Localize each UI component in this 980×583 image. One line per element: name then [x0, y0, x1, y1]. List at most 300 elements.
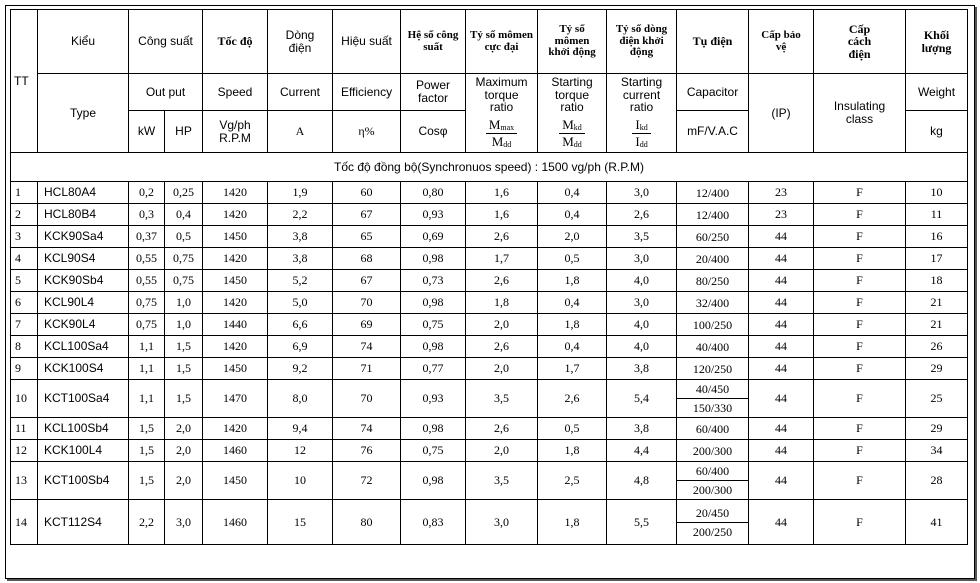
starting-torque-ratio-label: Starting torque ratio	[551, 75, 593, 115]
row-cos: 0,80	[401, 182, 466, 204]
row-insulation: F	[814, 314, 906, 336]
table-row	[11, 204, 968, 226]
capacitor-value: 12/400	[695, 185, 730, 200]
header-ty-so-dong-dien-khoi-dong	[607, 10, 677, 74]
row-efficiency: 70	[333, 292, 401, 314]
row-speed: 1420	[203, 204, 268, 226]
row-speed: 1420	[203, 248, 268, 270]
row-type: KCL90S4	[38, 248, 129, 270]
row-max-torque: 3,5	[466, 380, 538, 418]
starting-current-ratio-label: Starting current ratio	[620, 75, 663, 115]
row-cos: 0,77	[401, 358, 466, 380]
row-speed: 1420	[203, 336, 268, 358]
row-kw: 0,55	[129, 248, 165, 270]
starting-torque-num-symbol: M	[562, 116, 574, 132]
row-speed: 1420	[203, 418, 268, 440]
row-start-current: 3,0	[607, 182, 677, 204]
row-ip: 23	[749, 204, 814, 226]
starting-current-den-symbol: I	[635, 134, 640, 150]
row-speed: 1460	[203, 500, 268, 545]
starting-current-formula	[632, 118, 650, 150]
row-start-current: 4,8	[607, 462, 677, 500]
row-tt: 11	[11, 418, 38, 440]
row-speed: 1420	[203, 292, 268, 314]
row-kw: 1,5	[129, 462, 165, 500]
row-ip: 44	[749, 314, 814, 336]
capacitor-value: 40/400	[695, 339, 730, 354]
row-current: 10	[268, 462, 333, 500]
row-ip: 44	[749, 248, 814, 270]
header-he-so-cong-suat	[401, 10, 466, 74]
row-tt: 14	[11, 500, 38, 545]
row-tt: 12	[11, 440, 38, 462]
row-type: HCL80B4	[38, 204, 129, 226]
row-kw: 1,1	[129, 358, 165, 380]
row-hp: 3,0	[165, 500, 203, 545]
header-ty-so-dong-dien-khoi-dong-text: Tỷ số dòng điện khởi động	[615, 23, 668, 59]
row-weight: 28	[906, 462, 968, 500]
row-tt: 2	[11, 204, 38, 226]
motor-spec-table	[10, 9, 968, 545]
row-kw: 0,3	[129, 204, 165, 226]
unit-capacitor: mF/V.A.C	[677, 111, 749, 153]
row-speed: 1450	[203, 462, 268, 500]
table-row	[11, 462, 968, 500]
row-max-torque: 1,6	[466, 182, 538, 204]
row-start-torque: 2,0	[538, 226, 607, 248]
row-capacitor	[677, 182, 749, 204]
row-hp: 1,0	[165, 292, 203, 314]
row-ip: 44	[749, 270, 814, 292]
starting-current-numerator	[632, 118, 650, 134]
row-insulation: F	[814, 270, 906, 292]
row-max-torque: 2,6	[466, 418, 538, 440]
row-start-current: 3,5	[607, 226, 677, 248]
starting-current-denominator	[632, 134, 650, 149]
header-current: Current	[268, 74, 333, 111]
unit-kw: kW	[129, 111, 165, 153]
max-torque-denominator	[486, 134, 517, 149]
capacitor-value: 40/450	[677, 380, 748, 399]
header-speed: Speed	[203, 74, 268, 111]
header-insulating-class: Insulating class	[814, 74, 906, 153]
row-start-torque: 0,4	[538, 336, 607, 358]
row-current: 2,2	[268, 204, 333, 226]
row-weight: 29	[906, 358, 968, 380]
row-ip: 44	[749, 418, 814, 440]
capacitor-value: 200/300	[692, 483, 733, 497]
row-speed: 1450	[203, 358, 268, 380]
row-efficiency: 68	[333, 248, 401, 270]
row-capacitor	[677, 248, 749, 270]
capacitor-value: 100/250	[692, 317, 733, 332]
row-kw: 1,5	[129, 440, 165, 462]
row-start-current: 4,0	[607, 336, 677, 358]
row-start-current: 2,6	[607, 204, 677, 226]
table-row	[11, 314, 968, 336]
unit-hp: HP	[165, 111, 203, 153]
row-start-torque: 1,8	[538, 440, 607, 462]
row-start-torque: 0,4	[538, 204, 607, 226]
row-current: 15	[268, 500, 333, 545]
row-capacitor	[677, 462, 749, 500]
row-start-torque: 1,7	[538, 358, 607, 380]
row-cos: 0,98	[401, 418, 466, 440]
row-efficiency: 72	[333, 462, 401, 500]
row-weight: 21	[906, 314, 968, 336]
table-row	[11, 358, 968, 380]
capacitor-value: 20/450	[677, 504, 748, 523]
row-kw: 0,75	[129, 314, 165, 336]
row-type: KCK100S4	[38, 358, 129, 380]
row-kw: 1,5	[129, 418, 165, 440]
header-ty-so-momen-khoi-dong	[538, 10, 607, 74]
starting-current-den-subscript: dd	[639, 140, 648, 150]
row-capacitor	[677, 270, 749, 292]
row-cos: 0,98	[401, 292, 466, 314]
row-insulation: F	[814, 440, 906, 462]
row-weight: 34	[906, 440, 968, 462]
header-capacitor: Capacitor	[677, 74, 749, 111]
row-start-torque: 1,8	[538, 270, 607, 292]
row-kw: 1,1	[129, 380, 165, 418]
row-type: KCK90L4	[38, 314, 129, 336]
header-ty-so-momen-khoi-dong-text: Tỷ số mômen khởi động	[548, 23, 596, 59]
row-type: KCT112S4	[38, 500, 129, 545]
row-current: 1,9	[268, 182, 333, 204]
row-type: KCL100Sb4	[38, 418, 129, 440]
header-ty-so-momen-cuc-dai	[466, 10, 538, 74]
row-speed: 1420	[203, 182, 268, 204]
row-hp: 1,5	[165, 380, 203, 418]
row-weight: 11	[906, 204, 968, 226]
row-hp: 0,75	[165, 248, 203, 270]
row-tt: 5	[11, 270, 38, 292]
row-insulation: F	[814, 292, 906, 314]
unit-efficiency: η%	[333, 111, 401, 153]
row-ip: 44	[749, 440, 814, 462]
row-speed: 1440	[203, 314, 268, 336]
row-capacitor	[677, 358, 749, 380]
row-speed: 1450	[203, 270, 268, 292]
row-tt: 13	[11, 462, 38, 500]
row-hp: 1,5	[165, 336, 203, 358]
max-torque-numerator	[486, 118, 517, 134]
row-cos: 0,93	[401, 204, 466, 226]
section-title: Tốc độ đồng bộ(Synchronuos speed) : 1500 vg/ph (R.P.M)	[11, 153, 968, 182]
row-tt: 3	[11, 226, 38, 248]
max-torque-num-symbol: M	[488, 116, 501, 132]
row-max-torque: 2,6	[466, 270, 538, 292]
row-weight: 16	[906, 226, 968, 248]
table-row	[11, 248, 968, 270]
table-row	[11, 226, 968, 248]
row-capacitor	[677, 336, 749, 358]
row-capacitor	[677, 314, 749, 336]
row-max-torque: 2,0	[466, 440, 538, 462]
row-capacitor	[677, 418, 749, 440]
row-capacitor	[677, 380, 749, 418]
table-row	[11, 500, 968, 545]
row-tt: 4	[11, 248, 38, 270]
row-tt: 8	[11, 336, 38, 358]
row-start-current: 4,0	[607, 270, 677, 292]
row-efficiency: 74	[333, 418, 401, 440]
header-cap-bao-ve: Cấp bảo vệ	[749, 10, 814, 74]
header-starting-torque-ratio	[538, 74, 607, 153]
row-ip: 44	[749, 462, 814, 500]
row-efficiency: 60	[333, 182, 401, 204]
row-max-torque: 3,0	[466, 500, 538, 545]
row-kw: 1,1	[129, 336, 165, 358]
header-efficiency: Efficiency	[333, 74, 401, 111]
starting-torque-den-symbol: M	[562, 134, 574, 150]
row-current: 8,0	[268, 380, 333, 418]
row-hp: 2,0	[165, 418, 203, 440]
starting-torque-formula	[559, 118, 585, 150]
row-cos: 0,75	[401, 440, 466, 462]
row-weight: 10	[906, 182, 968, 204]
row-start-torque: 2,6	[538, 380, 607, 418]
row-kw: 0,55	[129, 270, 165, 292]
row-current: 3,8	[268, 248, 333, 270]
max-torque-num-subscript: max	[500, 122, 515, 132]
row-hp: 2,0	[165, 462, 203, 500]
row-tt: 9	[11, 358, 38, 380]
table-row	[11, 418, 968, 440]
row-start-current: 5,4	[607, 380, 677, 418]
row-type: KCK90Sa4	[38, 226, 129, 248]
row-weight: 41	[906, 500, 968, 545]
row-efficiency: 71	[333, 358, 401, 380]
header-output: Out put	[129, 74, 203, 111]
row-weight: 29	[906, 418, 968, 440]
row-type: KCK100L4	[38, 440, 129, 462]
row-current: 12	[268, 440, 333, 462]
row-current: 5,0	[268, 292, 333, 314]
row-current: 6,6	[268, 314, 333, 336]
row-start-torque: 0,5	[538, 418, 607, 440]
table-row	[11, 292, 968, 314]
header-tu-dien: Tụ điện	[677, 10, 749, 74]
row-current: 6,9	[268, 336, 333, 358]
capacitor-value: 150/330	[692, 401, 733, 415]
header-starting-current-ratio	[607, 74, 677, 153]
row-hp: 2,0	[165, 440, 203, 462]
header-cong-suat: Công suất	[129, 10, 203, 74]
row-current: 3,8	[268, 226, 333, 248]
row-hp: 0,4	[165, 204, 203, 226]
row-insulation: F	[814, 500, 906, 545]
row-ip: 44	[749, 380, 814, 418]
starting-torque-numerator	[559, 118, 585, 134]
header-toc-do: Tốc độ	[203, 10, 268, 74]
row-start-current: 3,8	[607, 358, 677, 380]
table-row	[11, 336, 968, 358]
row-speed: 1450	[203, 226, 268, 248]
row-current: 9,2	[268, 358, 333, 380]
row-cos: 0,93	[401, 380, 466, 418]
row-max-torque: 3,5	[466, 462, 538, 500]
starting-current-num-symbol: I	[635, 116, 640, 132]
row-start-torque: 0,5	[538, 248, 607, 270]
row-tt: 6	[11, 292, 38, 314]
row-capacitor	[677, 292, 749, 314]
table-row	[11, 380, 968, 418]
row-insulation: F	[814, 226, 906, 248]
row-efficiency: 80	[333, 500, 401, 545]
row-max-torque: 2,0	[466, 358, 538, 380]
max-torque-den-symbol: M	[491, 134, 504, 150]
row-type: KCK90Sb4	[38, 270, 129, 292]
row-start-current: 3,8	[607, 418, 677, 440]
row-weight: 26	[906, 336, 968, 358]
row-weight: 25	[906, 380, 968, 418]
row-hp: 0,75	[165, 270, 203, 292]
row-current: 9,4	[268, 418, 333, 440]
capacitor-value: 32/400	[695, 295, 730, 310]
row-start-current: 3,0	[607, 248, 677, 270]
row-capacitor	[677, 500, 749, 545]
row-kw: 2,2	[129, 500, 165, 545]
header-dong-dien: Dòng điện	[268, 10, 333, 74]
row-insulation: F	[814, 204, 906, 226]
row-start-torque: 1,8	[538, 314, 607, 336]
row-cos: 0,75	[401, 314, 466, 336]
row-start-current: 5,5	[607, 500, 677, 545]
max-torque-ratio-label: Maximum torque ratio	[475, 75, 528, 115]
starting-torque-den-subscript: dd	[573, 140, 582, 150]
unit-current: A	[268, 111, 333, 153]
row-type: KCL90L4	[38, 292, 129, 314]
header-ty-so-momen-cuc-dai-text: Tỷ số mômen cực đại	[470, 28, 533, 53]
capacitor-value: 12/400	[695, 207, 730, 222]
header-he-so-cong-suat-text: Hệ số công suất	[407, 28, 459, 53]
row-max-torque: 1,6	[466, 204, 538, 226]
row-start-torque: 2,5	[538, 462, 607, 500]
row-efficiency: 67	[333, 204, 401, 226]
row-efficiency: 69	[333, 314, 401, 336]
row-max-torque: 2,6	[466, 226, 538, 248]
row-insulation: F	[814, 380, 906, 418]
row-type: HCL80A4	[38, 182, 129, 204]
row-efficiency: 67	[333, 270, 401, 292]
header-kieu: Kiểu	[38, 10, 129, 74]
row-speed: 1460	[203, 440, 268, 462]
row-start-current: 4,0	[607, 314, 677, 336]
row-type: KCT100Sa4	[38, 380, 129, 418]
row-insulation: F	[814, 418, 906, 440]
row-cos: 0,98	[401, 248, 466, 270]
row-cos: 0,83	[401, 500, 466, 545]
table-row	[11, 440, 968, 462]
table-row	[11, 270, 968, 292]
row-ip: 44	[749, 500, 814, 545]
starting-torque-denominator	[559, 134, 585, 149]
row-cos: 0,98	[401, 462, 466, 500]
row-max-torque: 2,0	[466, 314, 538, 336]
row-start-torque: 0,4	[538, 182, 607, 204]
row-hp: 1,0	[165, 314, 203, 336]
row-ip: 44	[749, 336, 814, 358]
row-efficiency: 65	[333, 226, 401, 248]
header-tt: TT	[11, 10, 38, 153]
row-start-current: 4,4	[607, 440, 677, 462]
row-hp: 0,5	[165, 226, 203, 248]
row-capacitor	[677, 440, 749, 462]
row-kw: 0,75	[129, 292, 165, 314]
table-row	[11, 182, 968, 204]
row-ip: 44	[749, 358, 814, 380]
row-cos: 0,98	[401, 336, 466, 358]
header-khoi-luong: Khối lượng	[906, 10, 968, 74]
row-tt: 10	[11, 380, 38, 418]
starting-torque-num-subscript: kd	[573, 122, 582, 132]
row-capacitor	[677, 226, 749, 248]
row-insulation: F	[814, 248, 906, 270]
capacitor-value: 120/250	[692, 361, 733, 376]
row-efficiency: 74	[333, 336, 401, 358]
capacitor-value: 80/250	[695, 273, 730, 288]
row-start-torque: 0,4	[538, 292, 607, 314]
row-max-torque: 2,6	[466, 336, 538, 358]
capacitor-value: 200/250	[692, 524, 733, 539]
max-torque-den-subscript: dd	[503, 140, 512, 150]
header-ip: (IP)	[749, 74, 814, 153]
unit-cos: Cosφ	[401, 111, 466, 153]
row-ip: 44	[749, 292, 814, 314]
row-efficiency: 70	[333, 380, 401, 418]
capacitor-value: 200/300	[692, 443, 733, 458]
row-insulation: F	[814, 336, 906, 358]
row-type: KCL100Sa4	[38, 336, 129, 358]
row-capacitor	[677, 204, 749, 226]
row-kw: 0,2	[129, 182, 165, 204]
row-insulation: F	[814, 462, 906, 500]
row-insulation: F	[814, 358, 906, 380]
data-rows	[11, 182, 968, 545]
row-ip: 23	[749, 182, 814, 204]
header-cap-cach-dien: Cấp cách điện	[814, 10, 906, 74]
row-weight: 18	[906, 270, 968, 292]
row-hp: 1,5	[165, 358, 203, 380]
row-speed: 1470	[203, 380, 268, 418]
row-weight: 17	[906, 248, 968, 270]
row-cos: 0,69	[401, 226, 466, 248]
row-type: KCT100Sb4	[38, 462, 129, 500]
capacitor-value: 60/400	[677, 462, 748, 481]
capacitor-value: 20/400	[695, 251, 730, 266]
header-power-factor: Power factor	[401, 74, 466, 111]
starting-current-num-subscript: kd	[639, 122, 648, 132]
max-torque-formula	[486, 118, 517, 150]
unit-weight: kg	[906, 111, 968, 153]
row-start-torque: 1,8	[538, 500, 607, 545]
row-max-torque: 1,7	[466, 248, 538, 270]
row-ip: 44	[749, 226, 814, 248]
header-hieu-suat: Hiệu suất	[333, 10, 401, 74]
header-weight: Weight	[906, 74, 968, 111]
row-current: 5,2	[268, 270, 333, 292]
row-start-current: 3,0	[607, 292, 677, 314]
row-hp: 0,25	[165, 182, 203, 204]
row-max-torque: 1,8	[466, 292, 538, 314]
header-max-torque-ratio	[466, 74, 538, 153]
row-cos: 0,73	[401, 270, 466, 292]
row-weight: 21	[906, 292, 968, 314]
row-kw: 0,37	[129, 226, 165, 248]
capacitor-value: 60/400	[695, 421, 730, 436]
